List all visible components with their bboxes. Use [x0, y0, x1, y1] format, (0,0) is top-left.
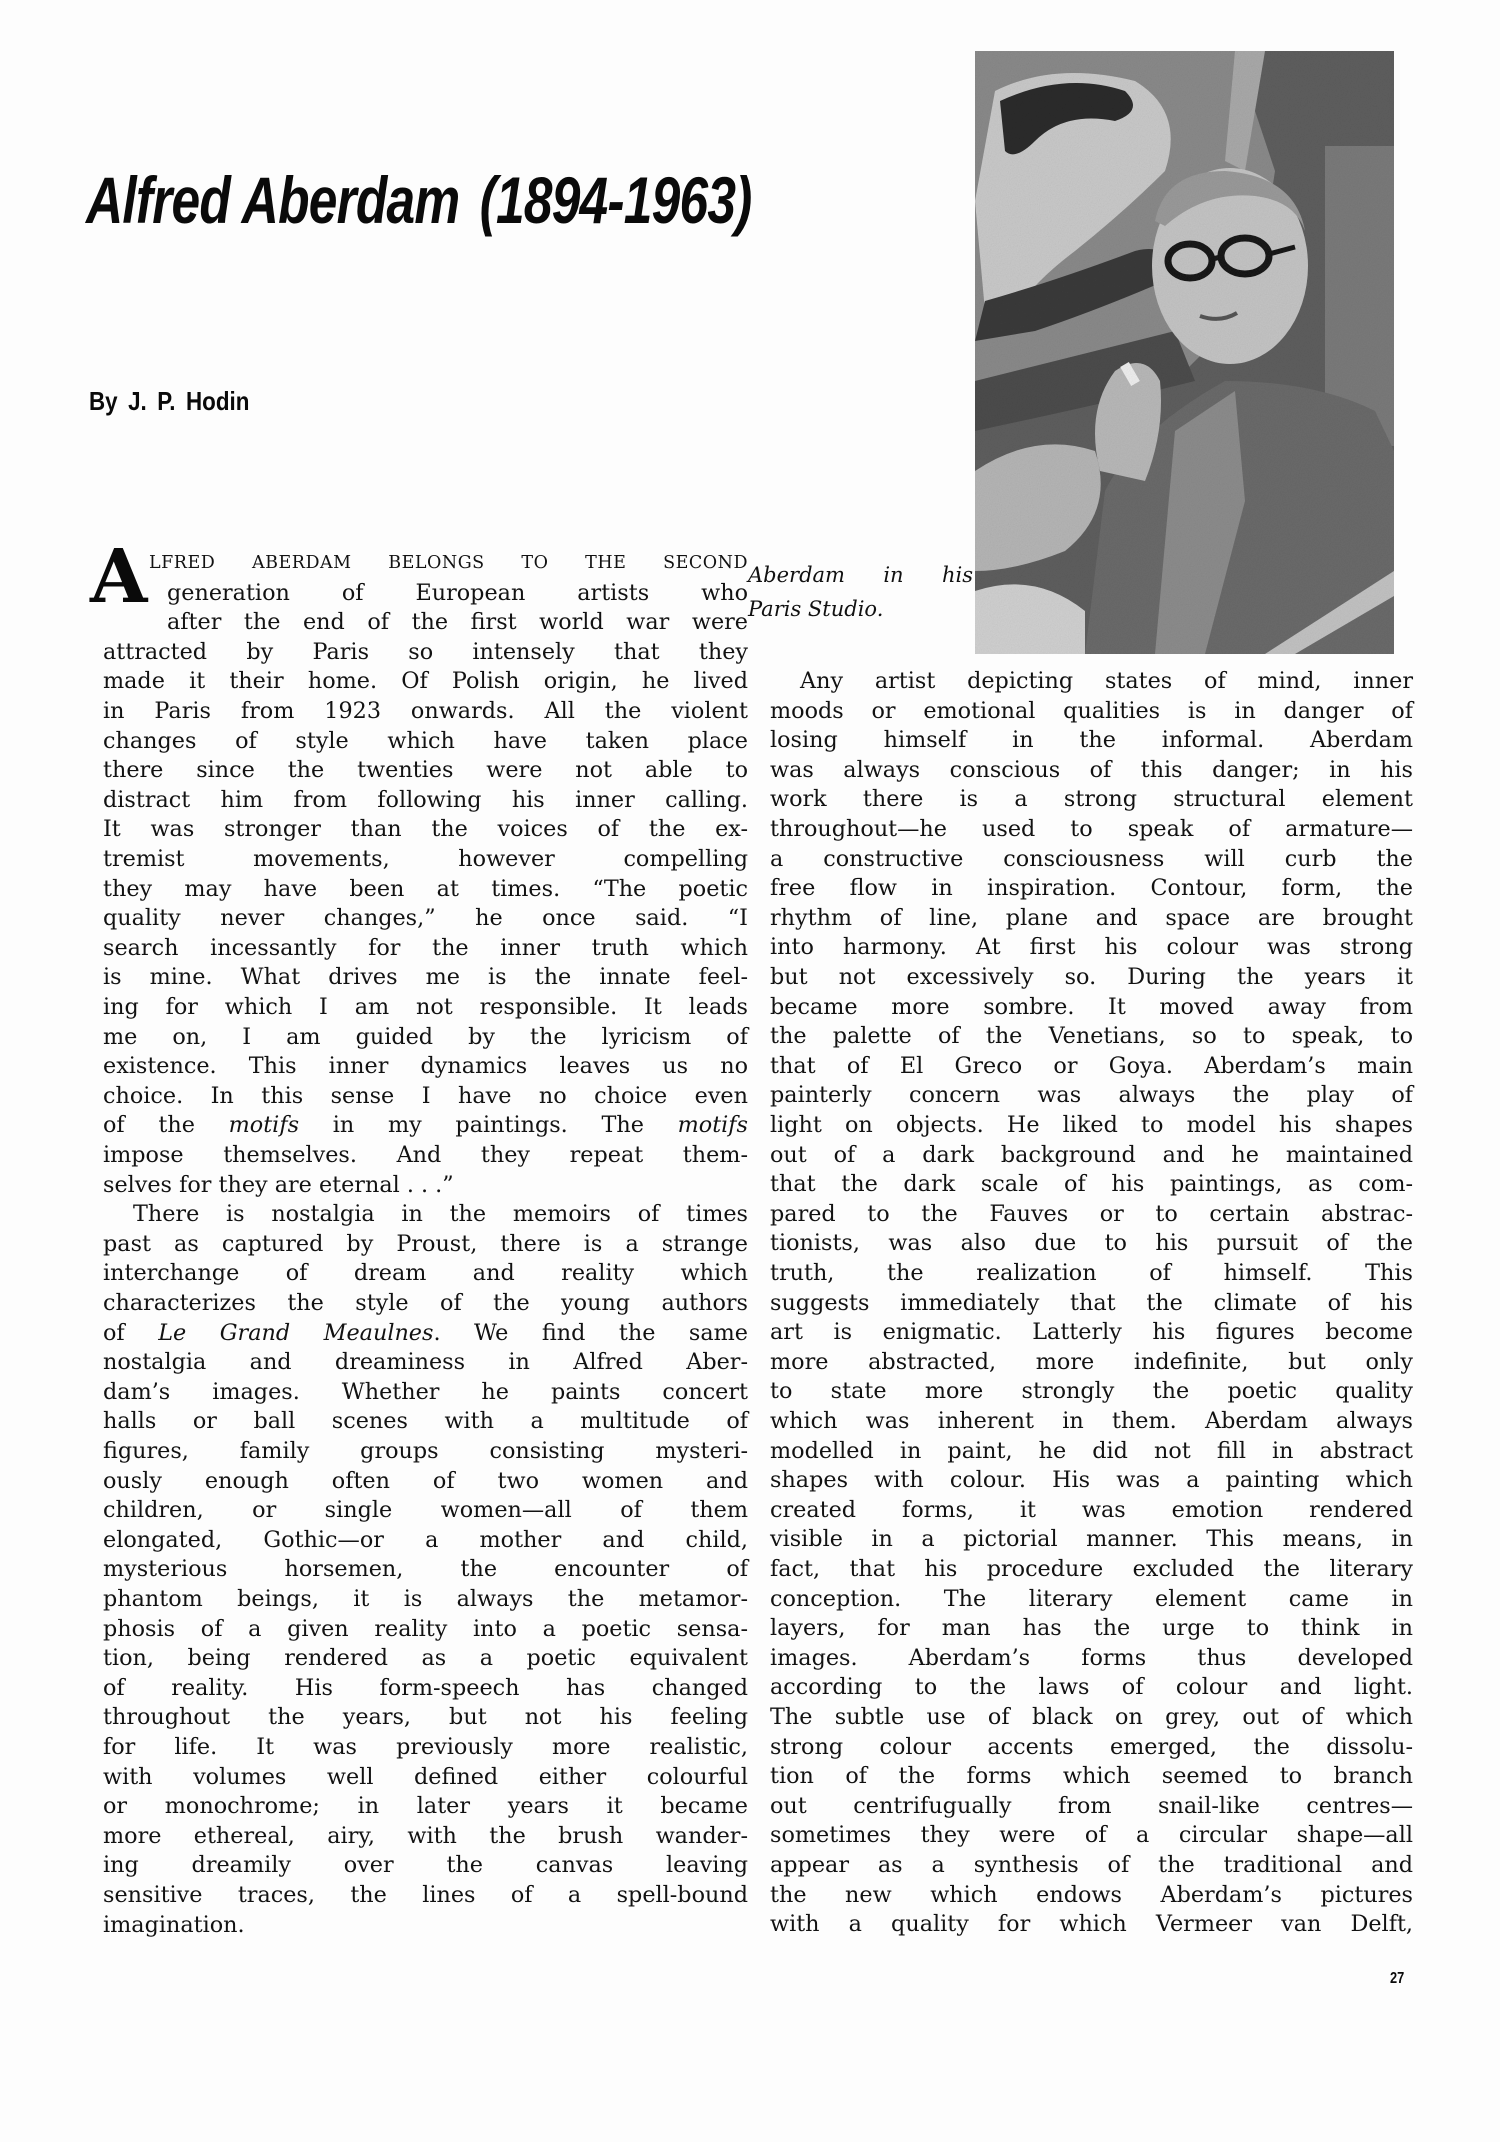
text-line: phosis of a given reality into a poetic sensa-	[103, 1615, 748, 1642]
text-line: appear as a synthesis of the traditional and	[770, 1852, 1413, 1878]
article-title	[86, 160, 752, 240]
text-line: to state more strongly the poetic quality	[770, 1378, 1413, 1405]
text-line: art is enigmatic. Latterly his figures become	[770, 1319, 1413, 1346]
text-line: generation of European artists who	[167, 579, 748, 606]
text-line: truth, the realization of himself. This	[770, 1260, 1413, 1286]
text-line: with a quality for which Vermeer van Delft,	[770, 1911, 1413, 1938]
text-line: which was inherent in them. Aberdam always	[770, 1408, 1413, 1434]
text-line: images. Aberdam’s forms thus developed	[770, 1644, 1413, 1671]
text-line: mysterious horsemen, the encounter of	[103, 1556, 748, 1583]
caption-line: Aberdam in his	[748, 563, 973, 587]
text-line: existence. This inner dynamics leaves us no	[103, 1053, 748, 1080]
text-line: more ethereal, airy, with the brush wander-	[103, 1822, 748, 1849]
text-line: painterly concern was always the play of	[770, 1082, 1413, 1109]
text-line: elongated, Gothic—or a mother and child,	[103, 1526, 748, 1553]
text-line: distract him from following his inner calling.	[103, 786, 748, 813]
text-line: made it their home. Of Polish origin, he lived	[103, 668, 748, 695]
text-line: of reality. His form-speech has changed	[103, 1674, 748, 1701]
text-line: Any artist depicting states of mind, inner	[800, 668, 1413, 694]
text-line: light on objects. He liked to model his shapes	[770, 1112, 1413, 1138]
text-line: sensitive traces, the lines of a spell-bound	[103, 1882, 748, 1908]
title-name: Alfred Aberdam	[86, 163, 460, 237]
text-line: free flow in inspiration. Contour, form, the	[770, 875, 1413, 902]
text-line: throughout—he used to speak of armature—	[770, 816, 1413, 842]
text-line: past as captured by Proust, there is a strange	[103, 1230, 748, 1257]
text-line: interchange of dream and reality which	[103, 1260, 748, 1287]
text-line: ously enough often of two women and	[103, 1467, 748, 1494]
italic-term: Le Grand Meaulnes	[158, 1319, 434, 1346]
caption-line: Paris Studio.	[748, 597, 884, 621]
text-line: became more sombre. It moved away from	[770, 993, 1413, 1020]
text-line: sometimes they were of a circular shape—all	[770, 1822, 1413, 1849]
text-line: layers, for man has the urge to think in	[770, 1615, 1413, 1642]
text-line: but not excessively so. During the years it	[770, 964, 1413, 990]
photo-image	[975, 51, 1394, 654]
artist-photo	[975, 51, 1394, 654]
text-line: losing himself in the informal. Aberdam	[770, 727, 1413, 754]
text-line: It was stronger than the voices of the ex-	[103, 816, 748, 843]
text-line: visible in a pictorial manner. This means, in	[770, 1526, 1413, 1553]
text-line: according to the laws of colour and light.	[770, 1674, 1413, 1701]
text-line: a constructive consciousness will curb the	[770, 845, 1413, 872]
text-line: children, or single women—all of them	[103, 1497, 748, 1524]
text-line: The subtle use of black on grey, out of which	[770, 1704, 1413, 1730]
text-line: tion, being rendered as a poetic equivalent	[103, 1645, 748, 1672]
text-line: shapes with colour. His was a painting which	[770, 1467, 1413, 1494]
text-line: work there is a strong structural element	[770, 786, 1413, 813]
text-line: throughout the years, but not his feeling	[103, 1704, 748, 1731]
italic-term: motifs	[677, 1112, 748, 1139]
text-line: they may have been at times. “The poetic	[103, 875, 748, 902]
text-line: created forms, it was emotion rendered	[770, 1496, 1413, 1523]
text-line: phantom beings, it is always the metamor-	[103, 1586, 748, 1612]
text-line: or monochrome; in later years it became	[103, 1793, 748, 1820]
text-line: characterizes the style of the young authors	[103, 1290, 748, 1316]
text-line: the new which endows Aberdam’s pictures	[770, 1881, 1413, 1908]
text-line: me on, I am guided by the lyricism of	[103, 1023, 748, 1050]
text-line: nostalgia and dreaminess in Alfred Aber-	[103, 1349, 748, 1376]
photo-caption	[748, 558, 973, 626]
italic-term: motifs	[228, 1112, 300, 1139]
text-line: there since the twenties were not able to	[103, 757, 748, 784]
byline: By J. P. Hodin	[89, 386, 250, 416]
text-line: in Paris from 1923 onwards. All the violent	[103, 698, 748, 724]
title-dates: (1894-1963)	[479, 163, 752, 237]
text-line: figures, family groups consisting mysteri-	[103, 1438, 748, 1464]
text-line: search incessantly for the inner truth which	[103, 934, 748, 961]
text-line: after the end of the first world war were	[167, 609, 748, 636]
text-line: tionists, was also due to his pursuit of the	[770, 1230, 1413, 1257]
text-line: conception. The literary element came in	[770, 1585, 1413, 1612]
text-line: that the dark scale of his paintings, as com-	[770, 1171, 1413, 1198]
text-line: ing for which I am not responsible. It leads	[103, 994, 748, 1020]
text-line: more abstracted, more indefinite, but only	[770, 1348, 1413, 1375]
text-line: that of El Greco or Goya. Aberdam’s main	[770, 1052, 1413, 1079]
text-line: of Le Grand Meaulnes. We find the same	[103, 1319, 749, 1346]
text-line: halls or ball scenes with a multitude of	[103, 1408, 748, 1435]
drop-cap: A	[90, 534, 148, 620]
text-line: modelled in paint, he did not fill in abstract	[770, 1437, 1413, 1464]
text-line: selves for they are eternal . . .”	[103, 1171, 454, 1198]
text-line: pared to the Fauves or to certain abstrac-	[770, 1200, 1413, 1227]
text-line: strong colour accents emerged, the dissolu-	[770, 1733, 1413, 1760]
text-line: with volumes well defined either colourful	[103, 1763, 748, 1790]
text-line: out of a dark background and he maintained	[770, 1141, 1413, 1168]
text-line: choice. In this sense I have no choice even	[103, 1082, 748, 1109]
text-line: into harmony. At first his colour was strong	[770, 934, 1413, 961]
text-line: is mine. What drives me is the innate feel-	[103, 964, 748, 991]
text-line: There is nostalgia in the memoirs of times	[133, 1201, 748, 1228]
text-line: imagination.	[103, 1911, 245, 1938]
text-line: changes of style which have taken place	[103, 727, 748, 754]
text-line: dam’s images. Whether he paints concert	[103, 1378, 748, 1405]
text-line: moods or emotional qualities is in danger of	[770, 697, 1413, 724]
text-line: ing dreamily over the canvas leaving	[103, 1852, 748, 1879]
text-line: tremist movements, however compelling	[103, 846, 748, 872]
text-line: tion of the forms which seemed to branch	[770, 1763, 1413, 1790]
text-line: was always conscious of this danger; in his	[770, 756, 1413, 783]
text-line: impose themselves. And they repeat them-	[103, 1142, 748, 1168]
text-line: attracted by Paris so intensely that they	[103, 638, 748, 665]
text-line: rhythm of line, plane and space are brought	[770, 904, 1413, 931]
text-line: quality never changes,” he once said. “I	[103, 905, 748, 932]
text-line: out centrifugually from snail-like centres—	[770, 1792, 1413, 1819]
page-number: 27	[1390, 1970, 1405, 1987]
text-line: LFRED ABERDAM BELONGS TO THE SECOND	[149, 553, 748, 573]
text-line: for life. It was previously more realistic,	[103, 1734, 748, 1760]
text-line: fact, that his procedure excluded the literary	[770, 1556, 1413, 1582]
text-line: the palette of the Venetians, so to speak, to	[770, 1023, 1413, 1050]
text-line: of the motifs in my paintings. The motifs	[103, 1112, 748, 1139]
text-line: suggests immediately that the climate of his	[770, 1289, 1413, 1316]
